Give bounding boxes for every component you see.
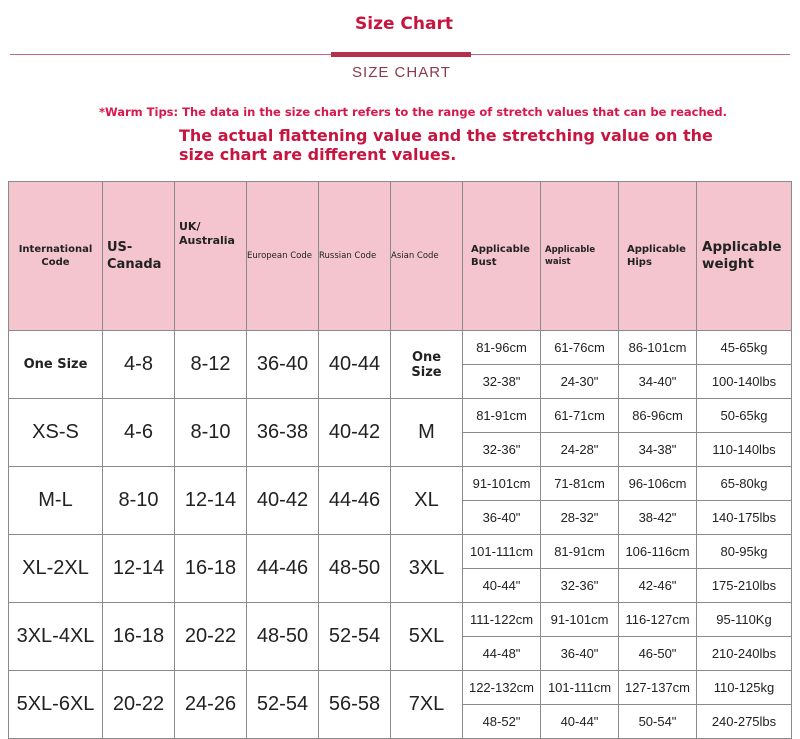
table-row [9,603,792,637]
weight-lbs-cell: 100-140lbs [697,365,792,399]
weight-kg-cell: 80-95kg [697,535,792,569]
uk-size-cell: 8-10 [175,399,247,467]
header-waist: Applicable waist [541,182,619,331]
us-size-cell: 12-14 [103,535,175,603]
waist-in-cell: 32-36" [541,569,619,603]
bust-cm-cell: 111-122cm [463,603,541,637]
uk-size-cell: 20-22 [175,603,247,671]
us-size-cell: 4-6 [103,399,175,467]
bust-in-cell: 36-40" [463,501,541,535]
asian-size-cell: M [391,399,463,467]
weight-kg-cell: 110-125kg [697,671,792,705]
warm-tips: *Warm Tips: The data in the size chart refers to the range of stretch values that can be reached. [98,105,728,119]
table-header-row [9,182,792,331]
header-international-code: International Code [9,182,103,331]
header-us-canada: US- Canada [103,182,175,331]
eu-size-cell: 48-50 [247,603,319,671]
weight-kg-cell: 50-65kg [697,399,792,433]
eu-size-cell: 52-54 [247,671,319,739]
notice-line-2: size chart are different values. [179,145,457,164]
waist-cm-cell: 61-76cm [541,331,619,365]
weight-lbs-cell: 210-240lbs [697,637,792,671]
asian-size-cell: XL [391,467,463,535]
table-row [9,535,792,569]
hips-cm-cell: 116-127cm [619,603,697,637]
header-russian-code: Russian Code [319,182,391,331]
waist-in-cell: 28-32" [541,501,619,535]
hips-cm-cell: 106-116cm [619,535,697,569]
hips-in-cell: 42-46" [619,569,697,603]
eu-size-cell: 44-46 [247,535,319,603]
weight-kg-cell: 65-80kg [697,467,792,501]
ru-size-cell: 56-58 [319,671,391,739]
hips-in-cell: 34-40" [619,365,697,399]
waist-cm-cell: 61-71cm [541,399,619,433]
weight-lbs-cell: 175-210lbs [697,569,792,603]
bust-cm-cell: 101-111cm [463,535,541,569]
header-weight: Applicable weight [697,182,792,331]
waist-cm-cell: 81-91cm [541,535,619,569]
table-row [9,671,792,705]
eu-size-cell: 36-38 [247,399,319,467]
us-size-cell: 16-18 [103,603,175,671]
intl-size-cell: XS-S [9,399,103,467]
ru-size-cell: 48-50 [319,535,391,603]
waist-in-cell: 40-44" [541,705,619,739]
ru-size-cell: 44-46 [319,467,391,535]
ru-size-cell: 40-44 [319,331,391,399]
uk-size-cell: 8-12 [175,331,247,399]
bust-in-cell: 40-44" [463,569,541,603]
hips-in-cell: 46-50" [619,637,697,671]
eu-size-cell: 40-42 [247,467,319,535]
bust-cm-cell: 81-91cm [463,399,541,433]
us-size-cell: 20-22 [103,671,175,739]
notice-line-1: The actual flattening value and the stretching value on the [179,126,713,145]
waist-in-cell: 24-28" [541,433,619,467]
table-row [9,467,792,501]
bust-in-cell: 32-38" [463,365,541,399]
waist-cm-cell: 71-81cm [541,467,619,501]
weight-kg-cell: 45-65kg [697,331,792,365]
ru-size-cell: 52-54 [319,603,391,671]
ru-size-cell: 40-42 [319,399,391,467]
page-subtitle: SIZE CHART [352,64,451,81]
table-row [9,331,792,365]
header-hips: Applicable Hips [619,182,697,331]
bust-cm-cell: 91-101cm [463,467,541,501]
hips-cm-cell: 127-137cm [619,671,697,705]
table-row [9,399,792,433]
page-title: Size Chart [355,14,453,34]
waist-cm-cell: 101-111cm [541,671,619,705]
bust-in-cell: 48-52" [463,705,541,739]
weight-lbs-cell: 110-140lbs [697,433,792,467]
asian-size-cell: One Size [391,331,463,399]
header-bust: Applicable Bust [463,182,541,331]
uk-size-cell: 12-14 [175,467,247,535]
eu-size-cell: 36-40 [247,331,319,399]
bust-cm-cell: 81-96cm [463,331,541,365]
intl-size-cell: 3XL-4XL [9,603,103,671]
us-size-cell: 4-8 [103,331,175,399]
intl-size-cell: 5XL-6XL [9,671,103,739]
uk-size-cell: 16-18 [175,535,247,603]
bust-in-cell: 44-48" [463,637,541,671]
weight-lbs-cell: 240-275lbs [697,705,792,739]
hips-in-cell: 34-38" [619,433,697,467]
size-chart-table [8,181,792,739]
bust-in-cell: 32-36" [463,433,541,467]
us-size-cell: 8-10 [103,467,175,535]
asian-size-cell: 3XL [391,535,463,603]
uk-size-cell: 24-26 [175,671,247,739]
hips-cm-cell: 96-106cm [619,467,697,501]
intl-size-cell: One Size [9,331,103,399]
hips-in-cell: 50-54" [619,705,697,739]
divider-accent [331,52,471,57]
asian-size-cell: 5XL [391,603,463,671]
hips-in-cell: 38-42" [619,501,697,535]
hips-cm-cell: 86-96cm [619,399,697,433]
header-asian-code: Asian Code [391,182,463,331]
bust-cm-cell: 122-132cm [463,671,541,705]
notice [179,126,739,164]
asian-size-cell: 7XL [391,671,463,739]
hips-cm-cell: 86-101cm [619,331,697,365]
intl-size-cell: XL-2XL [9,535,103,603]
header-uk-australia: UK/ Australia [175,182,247,331]
waist-in-cell: 24-30" [541,365,619,399]
header-european-code: European Code [247,182,319,331]
weight-lbs-cell: 140-175lbs [697,501,792,535]
waist-in-cell: 36-40" [541,637,619,671]
waist-cm-cell: 91-101cm [541,603,619,637]
intl-size-cell: M-L [9,467,103,535]
weight-kg-cell: 95-110Kg [697,603,792,637]
